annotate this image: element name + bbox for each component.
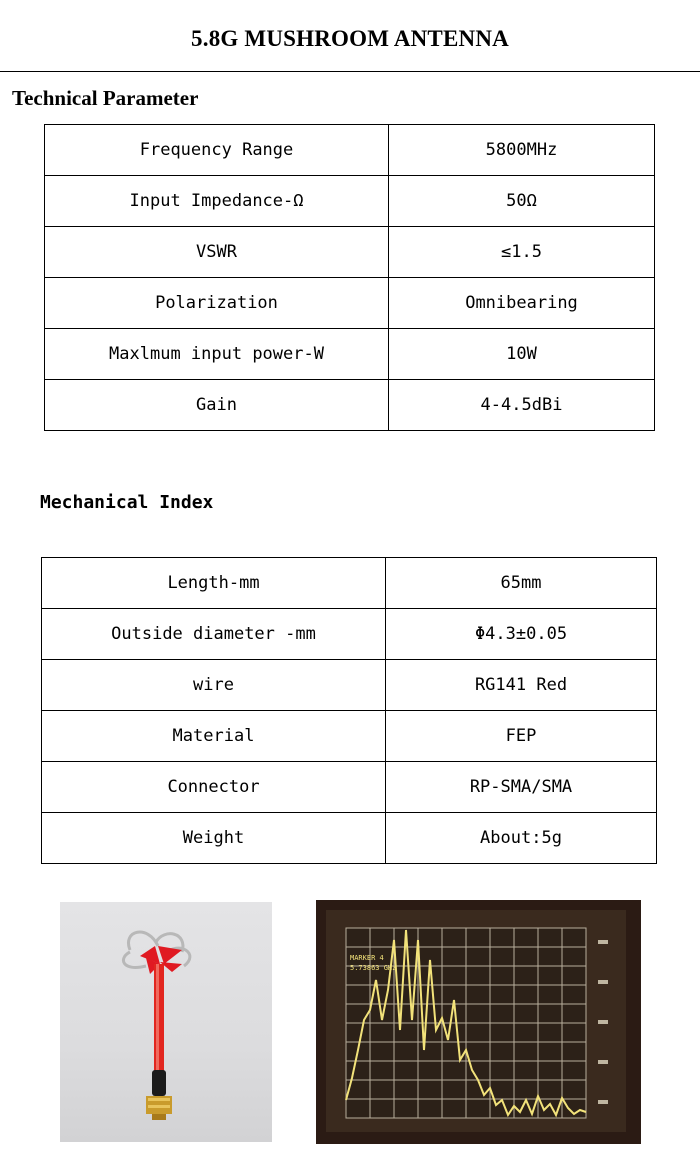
table-row: [45, 227, 655, 278]
table-row: [42, 711, 657, 762]
antenna-illustration: [60, 902, 272, 1142]
value-cell: FEP: [386, 711, 657, 762]
value-cell: About:5g: [386, 813, 657, 864]
antenna-photo: [60, 902, 272, 1142]
param-cell: wire: [42, 660, 386, 711]
value-cell: 5800MHz: [389, 125, 655, 176]
spectrum-analyzer-photo: [316, 900, 641, 1144]
param-cell: Frequency Range: [45, 125, 389, 176]
param-cell: Weight: [42, 813, 386, 864]
title-divider: [0, 71, 700, 72]
value-cell: RP-SMA/SMA: [386, 762, 657, 813]
mechanical-index-table: [41, 557, 657, 864]
param-cell: Gain: [45, 380, 389, 431]
value-cell: 65mm: [386, 558, 657, 609]
value-cell: ≤1.5: [389, 227, 655, 278]
value-cell: RG141 Red: [386, 660, 657, 711]
page-title: 5.8G MUSHROOM ANTENNA: [191, 26, 509, 51]
spectrum-display: [316, 900, 641, 1144]
value-cell: 4-4.5dBi: [389, 380, 655, 431]
table-row: [45, 278, 655, 329]
value-cell: 10W: [389, 329, 655, 380]
param-cell: Maxlmum input power-W: [45, 329, 389, 380]
table-row: [42, 813, 657, 864]
table-row: [42, 609, 657, 660]
param-cell: Connector: [42, 762, 386, 813]
param-cell: Material: [42, 711, 386, 762]
marker-label: MARKER 4: [350, 954, 384, 962]
table-row: [45, 176, 655, 227]
table-row: [45, 380, 655, 431]
value-cell: Φ4.3±0.05: [386, 609, 657, 660]
value-cell: 50Ω: [389, 176, 655, 227]
param-cell: Polarization: [45, 278, 389, 329]
mechanical-index-heading: Mechanical Index: [40, 492, 214, 513]
marker-value: 5.73863 GHz: [350, 964, 397, 972]
param-cell: Length-mm: [42, 558, 386, 609]
value-cell: Omnibearing: [389, 278, 655, 329]
technical-parameter-heading: Technical Parameter: [12, 86, 199, 110]
param-cell: VSWR: [45, 227, 389, 278]
table-row: [42, 660, 657, 711]
table-row: [42, 558, 657, 609]
table-row: [45, 329, 655, 380]
table-row: [45, 125, 655, 176]
param-cell: Outside diameter -mm: [42, 609, 386, 660]
param-cell: Input Impedance-Ω: [45, 176, 389, 227]
technical-parameter-table: [44, 124, 655, 431]
table-row: [42, 762, 657, 813]
